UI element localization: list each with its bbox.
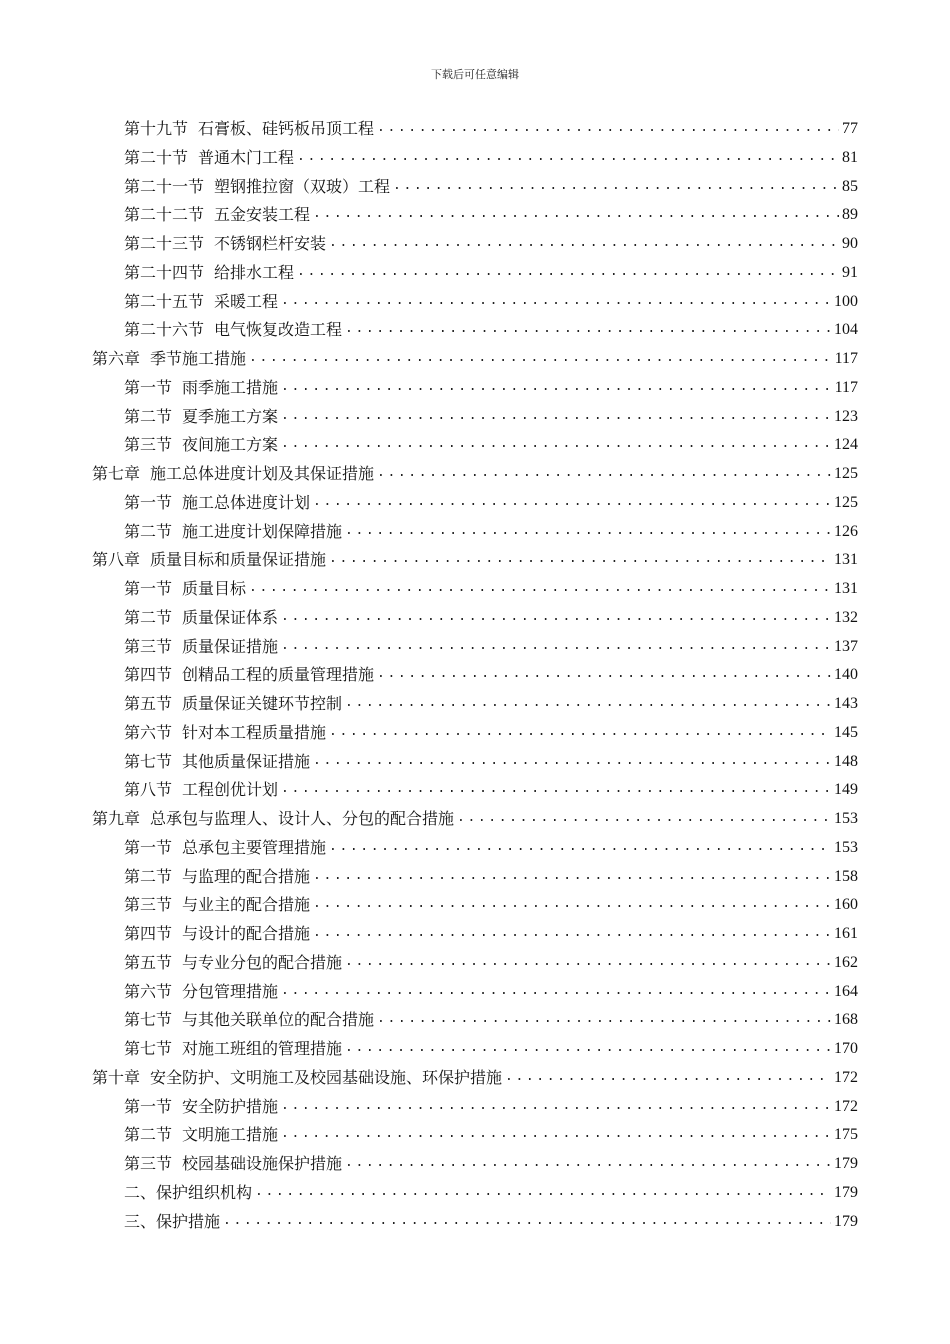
toc-section-entry[interactable] <box>124 571 858 599</box>
dot-leader <box>281 1096 831 1116</box>
toc-entry-title: 质量保证体系 <box>182 607 279 627</box>
toc-page-number: 81 <box>842 148 858 166</box>
dot-leader <box>313 923 831 943</box>
toc-entry-number: 第五节 <box>124 952 173 972</box>
dot-leader <box>329 837 831 857</box>
toc-entry-label <box>124 723 326 743</box>
toc-entry-number: 第七节 <box>124 751 173 771</box>
toc-page-number: 89 <box>842 206 858 224</box>
toc-section-entry[interactable] <box>124 312 858 340</box>
toc-entry-number: 第二节 <box>124 1125 173 1145</box>
dot-leader <box>223 1211 831 1231</box>
toc-entry-number: 第二十四节 <box>124 262 205 282</box>
toc-entry-number: 第二十六节 <box>124 320 205 340</box>
toc-entry-label <box>124 292 278 312</box>
toc-entry-title: 总承包与监理人、设计人、分包的配合措施 <box>150 809 455 828</box>
toc-entry-number: 第八章 <box>92 550 141 570</box>
toc-entry-label <box>124 1183 252 1203</box>
toc-entry-number: 第六章 <box>92 349 141 368</box>
toc-section-entry[interactable] <box>124 916 858 944</box>
toc-section-entry[interactable] <box>124 1002 858 1030</box>
toc-page-number: 131 <box>834 580 858 597</box>
toc-entry-number: 第一节 <box>124 377 173 397</box>
toc-entry-number: 第二节 <box>124 607 173 627</box>
toc-item-entry[interactable] <box>124 1204 858 1232</box>
dot-leader <box>281 636 831 656</box>
toc-chapter-entry[interactable] <box>92 1060 858 1088</box>
toc-section-entry[interactable] <box>124 830 858 858</box>
toc-section-entry[interactable] <box>124 600 858 628</box>
toc-page-number: 123 <box>834 407 858 425</box>
toc-section-entry[interactable] <box>124 197 858 225</box>
toc-page-number: 117 <box>834 350 858 367</box>
toc-entry-title: 质量目标 <box>182 579 247 598</box>
dot-leader <box>281 1124 831 1144</box>
toc-entry-title: 采暖工程 <box>214 291 279 311</box>
dot-leader <box>329 722 831 742</box>
dot-leader <box>313 492 831 512</box>
toc-entry-number: 第一节 <box>124 1096 173 1116</box>
toc-entry-label <box>92 550 326 570</box>
toc-entry-number: 第二十节 <box>124 147 189 167</box>
dot-leader <box>329 233 839 253</box>
toc-entry-title: 电气恢复改造工程 <box>214 320 343 340</box>
toc-section-entry[interactable] <box>124 657 858 685</box>
toc-entry-label <box>124 263 294 283</box>
toc-entry-label <box>124 378 278 398</box>
toc-section-entry[interactable] <box>124 945 858 973</box>
toc-entry-label <box>124 838 326 858</box>
toc-page-number: 77 <box>842 120 858 137</box>
toc-page-number: 104 <box>834 321 858 339</box>
toc-page-number: 160 <box>834 896 858 914</box>
dot-leader <box>281 607 831 627</box>
toc-entry-title: 工程创优计划 <box>182 780 279 800</box>
dot-leader <box>345 693 831 713</box>
dot-leader <box>505 1067 831 1087</box>
toc-entry-number: 第二节 <box>124 406 173 426</box>
toc-entry-number: 第八节 <box>124 780 173 800</box>
toc-entry-title: 对施工班组的管理措施 <box>182 1039 343 1058</box>
toc-entry-number: 第七节 <box>124 1010 173 1030</box>
dot-leader <box>249 578 831 598</box>
dot-leader <box>377 463 831 483</box>
toc-entry-label <box>124 608 278 628</box>
toc-entry-label <box>124 867 310 887</box>
toc-entry-title: 与设计的配合措施 <box>182 924 311 943</box>
toc-page-number: 125 <box>834 465 858 482</box>
toc-entry-title: 与专业分包的配合措施 <box>182 952 343 972</box>
dot-leader <box>281 291 831 311</box>
dot-leader <box>281 406 831 426</box>
toc-page-number: 175 <box>834 1126 858 1144</box>
toc-entry-title: 安全防护措施 <box>182 1096 279 1116</box>
toc-entry-label <box>124 177 390 197</box>
toc-entry-number: 第六节 <box>124 981 173 1001</box>
toc-entry-label <box>124 119 374 139</box>
toc-entry-number: 第四节 <box>124 924 173 943</box>
toc-section-entry[interactable] <box>124 715 858 743</box>
toc-entry-label <box>124 694 342 714</box>
toc-entry-label <box>124 579 246 599</box>
toc-page-number: 161 <box>834 925 858 942</box>
toc-item-entry[interactable] <box>124 1175 858 1203</box>
toc-entry-label <box>124 205 310 225</box>
toc-entry-label <box>124 1154 342 1174</box>
dot-leader <box>255 1182 831 1202</box>
toc-entry-number: 第一节 <box>124 837 173 857</box>
toc-entry-title: 施工进度计划保障措施 <box>182 521 343 541</box>
toc-entry-number: 第三节 <box>124 435 173 455</box>
toc-section-entry[interactable] <box>124 514 858 542</box>
toc-entry-title: 其他质量保证措施 <box>182 751 311 771</box>
dot-leader <box>345 1038 831 1058</box>
toc-section-entry[interactable] <box>124 284 858 312</box>
dot-leader <box>281 779 831 799</box>
toc-section-entry[interactable] <box>124 226 858 254</box>
toc-entry-label <box>124 752 310 772</box>
toc-entry-label <box>124 982 278 1002</box>
toc-page-number: 162 <box>834 953 858 971</box>
toc-entry-title: 不锈钢栏杆安装 <box>214 234 327 253</box>
toc-entry-label <box>124 148 294 168</box>
toc-entry-title: 分包管理措施 <box>182 981 279 1001</box>
toc-entry-label <box>124 1039 342 1059</box>
toc-page-number: 137 <box>834 637 858 655</box>
toc-page-number: 172 <box>834 1068 858 1086</box>
toc-section-entry[interactable] <box>124 399 858 427</box>
toc-page-number: 132 <box>834 608 858 626</box>
toc-entry-number: 第四节 <box>124 665 173 685</box>
dot-leader <box>297 262 839 282</box>
toc-entry-label <box>124 1010 374 1030</box>
toc-entry-title: 质量目标和质量保证措施 <box>150 550 327 570</box>
toc-section-entry[interactable] <box>124 859 858 887</box>
dot-leader <box>313 866 831 886</box>
toc-entry-title: 与其他关联单位的配合措施 <box>182 1010 375 1030</box>
dot-leader <box>281 434 831 454</box>
toc-page-number: 131 <box>834 551 858 569</box>
toc-chapter-entry[interactable] <box>92 801 858 829</box>
toc-page-number: 158 <box>834 867 858 885</box>
toc-chapter-entry[interactable] <box>92 542 858 570</box>
toc-entry-number: 第二十五节 <box>124 291 205 311</box>
toc-entry-number: 第二十一节 <box>124 176 205 196</box>
toc-entry-title: 总承包主要管理措施 <box>182 837 327 857</box>
toc-section-entry[interactable] <box>124 427 858 455</box>
toc-section-entry[interactable] <box>124 140 858 168</box>
toc-entry-title: 与监理的配合措施 <box>182 866 311 886</box>
toc-chapter-entry[interactable] <box>92 341 858 369</box>
toc-section-entry[interactable] <box>124 1117 858 1145</box>
toc-page-number: 124 <box>834 436 858 454</box>
toc-entry-number: 第十章 <box>92 1067 141 1087</box>
toc-section-entry[interactable] <box>124 887 858 915</box>
toc-entry-title: 施工总体进度计划 <box>182 492 311 512</box>
toc-entry-label <box>92 349 246 369</box>
toc-entry-label <box>124 1097 278 1117</box>
toc-chapter-entry[interactable] <box>92 456 858 484</box>
dot-leader <box>377 664 831 684</box>
toc-entry-label <box>124 234 326 254</box>
toc-section-entry[interactable] <box>124 1031 858 1059</box>
toc-page-number: 179 <box>834 1212 858 1230</box>
toc-page-number: 126 <box>834 522 858 540</box>
toc-entry-title: 质量保证关键环节控制 <box>182 694 343 713</box>
page-header: 下载后可任意编辑 <box>431 68 519 81</box>
dot-leader <box>313 894 831 914</box>
toc-entry-number: 第七章 <box>92 464 141 483</box>
toc-page-number: 125 <box>834 493 858 511</box>
toc-page-number: 91 <box>842 263 858 281</box>
toc-entry-label <box>124 895 310 915</box>
toc-entry-label <box>124 493 310 513</box>
toc-section-entry[interactable] <box>124 485 858 513</box>
toc-entry-number: 第二十三节 <box>124 234 205 253</box>
toc-page-number: 90 <box>842 235 858 252</box>
toc-entry-number: 第三节 <box>124 636 173 656</box>
toc-entry-label <box>124 407 278 427</box>
toc-entry-number: 第一节 <box>124 579 173 598</box>
toc-entry-title: 夜间施工方案 <box>182 435 279 455</box>
toc-entry-number: 第二十二节 <box>124 205 205 225</box>
toc-entry-title: 质量保证措施 <box>182 636 279 656</box>
toc-entry-title: 创精品工程的质量管理措施 <box>182 665 375 685</box>
toc-entry-label <box>92 464 374 484</box>
toc-page-number: 148 <box>834 752 858 770</box>
toc-page-number: 143 <box>834 695 858 712</box>
toc-section-entry[interactable] <box>124 255 858 283</box>
toc-entry-number: 第七节 <box>124 1039 173 1058</box>
toc-entry-label <box>124 953 342 973</box>
dot-leader <box>329 549 831 569</box>
dot-leader <box>377 1009 831 1029</box>
toc-section-entry[interactable] <box>124 974 858 1002</box>
toc-entry-label <box>124 522 342 542</box>
toc-entry-label <box>124 780 278 800</box>
toc-entry-number: 第三节 <box>124 895 173 915</box>
toc-page-number: 168 <box>834 1011 858 1029</box>
dot-leader <box>345 319 831 339</box>
toc-page-number: 179 <box>834 1183 858 1201</box>
dot-leader <box>345 1153 831 1173</box>
toc-entry-label <box>124 1212 220 1232</box>
toc-entry-number: 第三节 <box>124 1154 173 1173</box>
toc-page-number: 100 <box>834 292 858 310</box>
toc-section-entry[interactable] <box>124 772 858 800</box>
toc-section-entry[interactable] <box>124 169 858 197</box>
toc-entry-label <box>124 665 374 685</box>
toc-section-entry[interactable] <box>124 744 858 772</box>
dot-leader <box>281 981 831 1001</box>
toc-section-entry[interactable] <box>124 1089 858 1117</box>
toc-entry-title: 夏季施工方案 <box>182 406 279 426</box>
dot-leader <box>313 204 839 224</box>
toc-page-number: 149 <box>834 781 858 799</box>
dot-leader <box>393 176 839 196</box>
toc-section-entry[interactable] <box>124 111 858 139</box>
toc-entry-title: 二、保护组织机构 <box>124 1182 253 1202</box>
toc-section-entry[interactable] <box>124 686 858 714</box>
toc-entry-title: 季节施工措施 <box>150 349 247 368</box>
dot-leader <box>297 147 839 167</box>
dot-leader <box>377 118 839 138</box>
toc-section-entry[interactable] <box>124 370 858 398</box>
toc-section-entry[interactable] <box>124 629 858 657</box>
toc-entry-number: 第二节 <box>124 866 173 886</box>
toc-entry-label <box>124 637 278 657</box>
toc-page-number: 164 <box>834 982 858 1000</box>
toc-entry-label <box>92 1068 502 1088</box>
dot-leader <box>345 952 831 972</box>
toc-entry-number: 第九章 <box>92 809 141 828</box>
toc-entry-title: 塑钢推拉窗（双玻）工程 <box>214 176 391 196</box>
dot-leader <box>345 521 831 541</box>
toc-entry-number: 第十九节 <box>124 119 189 138</box>
toc-entry-title: 文明施工措施 <box>182 1125 279 1145</box>
toc-entry-title: 针对本工程质量措施 <box>182 722 327 742</box>
toc-entry-number: 第二节 <box>124 521 173 541</box>
toc-page-number: 170 <box>834 1040 858 1057</box>
toc-page-number: 179 <box>834 1155 858 1172</box>
toc-entry-label <box>124 924 310 944</box>
toc-section-entry[interactable] <box>124 1146 858 1174</box>
toc-entry-title: 校园基础设施保护措施 <box>182 1154 343 1173</box>
toc-page-number: 85 <box>842 177 858 195</box>
toc-entry-number: 第六节 <box>124 722 173 742</box>
toc-entry-title: 普通木门工程 <box>198 147 295 167</box>
toc-entry-title: 施工总体进度计划及其保证措施 <box>150 464 375 483</box>
toc-page-number: 153 <box>834 838 858 856</box>
toc-entry-title: 石膏板、硅钙板吊顶工程 <box>198 119 375 138</box>
dot-leader <box>313 751 831 771</box>
dot-leader <box>457 808 831 828</box>
toc-entry-label <box>124 320 342 340</box>
toc-entry-label <box>124 1125 278 1145</box>
toc-page-number: 140 <box>834 666 858 684</box>
dot-leader <box>249 348 832 368</box>
toc-entry-title: 雨季施工措施 <box>182 377 279 397</box>
toc-entry-title: 安全防护、文明施工及校园基础设施、环保护措施 <box>150 1067 503 1087</box>
dot-leader <box>281 377 832 397</box>
toc-entry-label <box>92 809 454 829</box>
toc-entry-number: 第一节 <box>124 492 173 512</box>
toc-entry-title: 给排水工程 <box>214 262 295 282</box>
toc-page-number: 145 <box>834 723 858 741</box>
toc-entry-title: 与业主的配合措施 <box>182 895 311 915</box>
toc-entry-title: 五金安装工程 <box>214 205 311 225</box>
toc-page-number: 153 <box>834 810 858 827</box>
toc-entry-number: 第五节 <box>124 694 173 713</box>
toc-entry-label <box>124 435 278 455</box>
toc-page-number: 117 <box>834 378 858 396</box>
toc-entry-title: 三、保护措施 <box>124 1211 221 1231</box>
toc-page-number: 172 <box>834 1097 858 1115</box>
